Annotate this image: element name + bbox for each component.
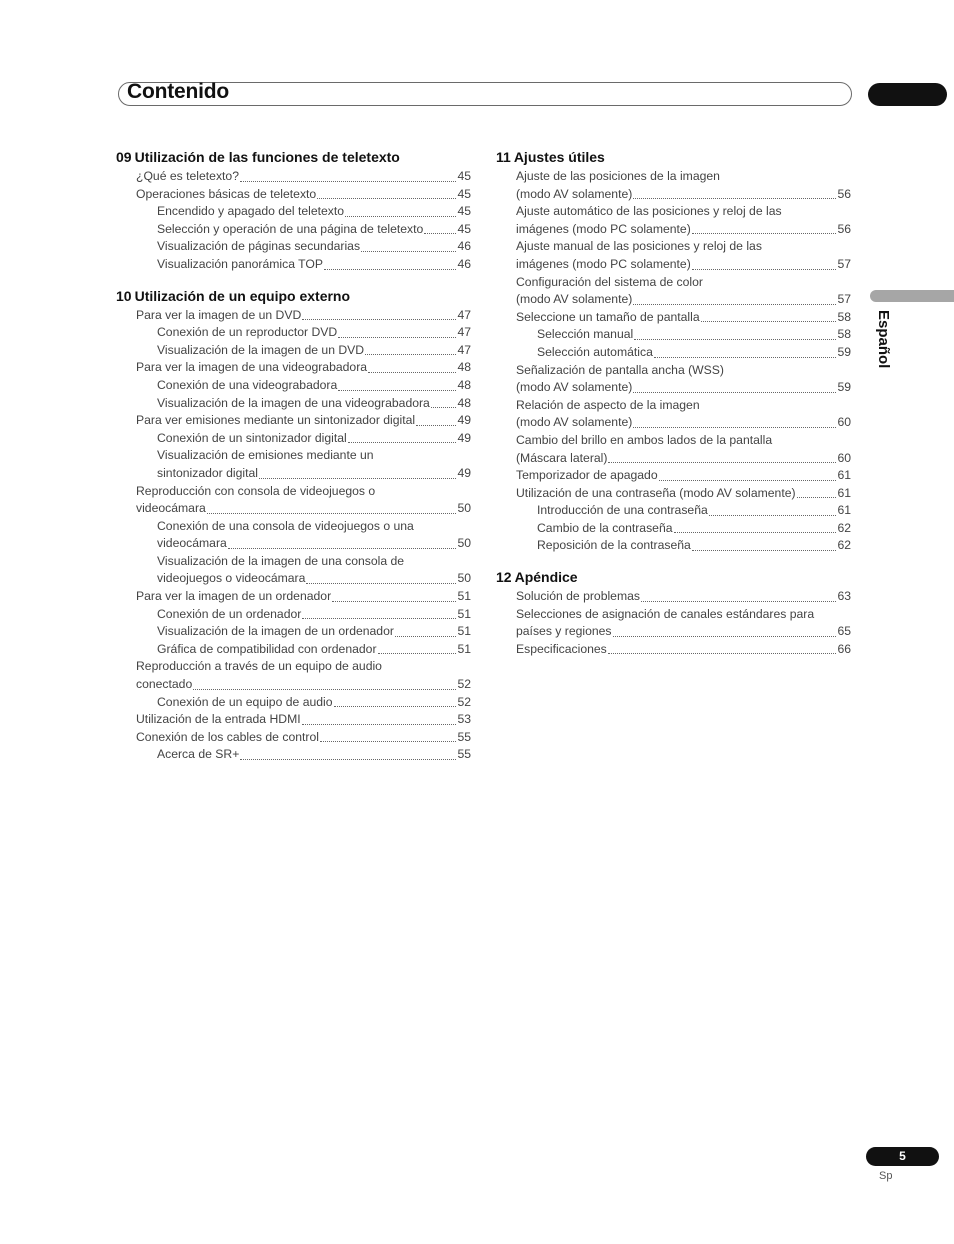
entry-text: Visualización de páginas secundarias [157, 239, 361, 254]
entry-page: 60 [837, 415, 851, 430]
section-number: 10 [116, 287, 132, 304]
entry-text: Relación de aspecto de la imagen [516, 397, 700, 412]
entry-page: 47 [457, 307, 471, 322]
dot-leader [654, 357, 837, 358]
entry-text: Señalización de pantalla ancha (WSS) [516, 362, 724, 377]
dot-leader [228, 548, 457, 549]
language-label: Español [875, 310, 892, 369]
toc-entry[interactable] [116, 342, 471, 360]
toc-entry[interactable] [496, 274, 851, 292]
entry-page: 50 [457, 536, 471, 551]
toc-entry[interactable] [116, 377, 471, 395]
toc-entry[interactable] [496, 502, 851, 520]
entry-page: 52 [457, 677, 471, 692]
entry-page: 61 [837, 503, 851, 518]
entry-page: 65 [837, 624, 851, 639]
entry-page: 56 [837, 186, 851, 201]
toc-entry[interactable] [496, 414, 851, 432]
toc-entry[interactable] [496, 379, 851, 397]
dot-leader [633, 304, 836, 305]
header-pill [868, 83, 947, 106]
entry-text: sintonizador digital [157, 465, 258, 480]
dot-leader [692, 269, 837, 270]
dot-leader [368, 372, 456, 373]
toc-entry[interactable] [116, 465, 471, 483]
toc-entry[interactable] [116, 483, 471, 501]
entry-page: 60 [837, 450, 851, 465]
toc-entry[interactable] [116, 518, 471, 536]
toc-entry[interactable] [496, 537, 851, 555]
entry-text: Operaciones básicas de teletexto [136, 186, 317, 201]
toc-entry[interactable] [116, 447, 471, 465]
dot-leader [608, 653, 837, 654]
dot-leader [641, 601, 836, 602]
toc-entry[interactable] [116, 324, 471, 342]
dot-leader [634, 339, 836, 340]
entry-text: Visualización de la imagen de un DVD [157, 342, 365, 357]
entry-text: Conexión de un ordenador [157, 606, 302, 621]
toc-entry[interactable] [116, 570, 471, 588]
page-title: Contenido [127, 80, 230, 103]
toc-right-column [496, 144, 851, 669]
dot-leader [692, 550, 837, 551]
dot-leader [338, 390, 456, 391]
toc-entry[interactable] [496, 326, 851, 344]
toc-entry[interactable] [116, 186, 471, 204]
section-number: 11 [496, 149, 511, 165]
page-language-code: Sp [879, 1170, 893, 1182]
entry-text: Conexión de un equipo de audio [157, 694, 333, 709]
entry-page: 48 [457, 395, 471, 410]
entry-page: 58 [837, 309, 851, 324]
entry-page: 45 [457, 169, 471, 183]
entry-text: Para ver la imagen de un ordenador [136, 589, 332, 604]
section-title: Apéndice [514, 569, 578, 586]
toc-entry[interactable] [496, 606, 851, 624]
entry-page: 51 [457, 641, 471, 656]
entry-text: Conexión de los cables de control [136, 729, 319, 744]
entry-text: imágenes (modo PC solamente) [516, 221, 691, 236]
entry-text: Reproducción a través de un equipo de audio [136, 659, 382, 674]
toc-entry[interactable] [496, 344, 851, 362]
toc-left-column [116, 144, 471, 775]
entry-page: 66 [837, 641, 851, 656]
toc-entry[interactable] [116, 658, 471, 676]
entry-text: Conexión de una videograbadora [157, 377, 338, 392]
entry-text: Gráfica de compatibilidad con ordenador [157, 641, 377, 656]
entry-page: 52 [457, 694, 471, 709]
entry-page: 45 [457, 186, 471, 201]
entry-page: 47 [457, 342, 471, 357]
entry-text: Ajuste manual de las posiciones y reloj de las [516, 239, 762, 254]
toc-section [116, 146, 471, 274]
dot-leader [320, 741, 457, 742]
section-heading [116, 285, 471, 307]
dot-leader [324, 269, 456, 270]
entry-page: 53 [457, 712, 471, 727]
toc-section [496, 146, 851, 555]
entry-page: 49 [457, 465, 471, 480]
dot-leader [416, 425, 456, 426]
dot-leader [674, 532, 837, 533]
entry-text: Selección manual [537, 327, 634, 342]
entry-page: 59 [837, 344, 851, 359]
dot-leader [709, 515, 837, 516]
toc-entry[interactable] [116, 395, 471, 413]
toc-entry[interactable] [496, 186, 851, 204]
toc-section [116, 285, 471, 764]
entry-text: Introducción de una contraseña [537, 503, 708, 518]
toc-entry[interactable] [116, 641, 471, 659]
entry-text: Conexión de un reproductor DVD [157, 325, 338, 340]
dot-leader [240, 759, 456, 760]
page-number: 5 [866, 1147, 939, 1166]
entry-text: Conexión de un sintonizador digital [157, 430, 347, 445]
entry-text: (Máscara lateral) [516, 450, 608, 465]
entry-page: 51 [457, 624, 471, 639]
entry-page: 48 [457, 360, 471, 375]
toc-entry[interactable] [116, 676, 471, 694]
toc-entry[interactable] [116, 307, 471, 325]
toc-entry[interactable] [116, 588, 471, 606]
toc-entry[interactable] [116, 221, 471, 239]
entry-text: (modo AV solamente) [516, 186, 633, 201]
entry-page: 63 [837, 589, 851, 604]
entry-text: Cambio del brillo en ambos lados de la pantalla [516, 432, 773, 447]
dot-leader [317, 198, 456, 199]
entry-page: 62 [837, 538, 851, 553]
entry-page: 45 [457, 221, 471, 236]
entry-page: 50 [457, 501, 471, 516]
toc-entry[interactable] [116, 500, 471, 518]
toc-entry[interactable] [116, 746, 471, 764]
toc-entry[interactable] [116, 203, 471, 221]
toc-entry[interactable] [116, 711, 471, 729]
dot-leader [361, 251, 456, 252]
entry-page: 50 [457, 571, 471, 586]
entry-page: 57 [837, 256, 851, 271]
entry-text: videojuegos o videocámara [157, 571, 306, 586]
entry-text: Selección automática [537, 344, 653, 359]
dot-leader [332, 601, 456, 602]
entry-page: 57 [837, 292, 851, 307]
dot-leader [306, 583, 456, 584]
dot-leader [345, 216, 456, 217]
dot-leader [633, 392, 836, 393]
entry-text: Ajuste automático de las posiciones y reloj de las [516, 204, 782, 219]
entry-text: Configuración del sistema de color [516, 274, 703, 289]
entry-page: 49 [457, 430, 471, 445]
toc-entry[interactable] [116, 694, 471, 712]
dot-leader [302, 319, 456, 320]
toc-entry[interactable] [116, 256, 471, 274]
entry-text: imágenes (modo PC solamente) [516, 256, 691, 271]
entry-text: Seleccione un tamaño de pantalla [516, 309, 700, 324]
dot-leader [424, 233, 456, 234]
dot-leader [302, 724, 457, 725]
dot-leader [659, 480, 837, 481]
dot-leader [338, 337, 456, 338]
entry-page: 49 [457, 413, 471, 428]
entry-text: Temporizador de apagado [516, 468, 658, 483]
entry-text: Visualización panorámica TOP [157, 256, 323, 271]
dot-leader [692, 233, 837, 234]
dot-leader [633, 198, 836, 199]
entry-page: 61 [837, 485, 851, 500]
entry-text: (modo AV solamente) [516, 292, 633, 307]
dot-leader [365, 354, 456, 355]
dot-leader [207, 513, 457, 514]
entry-page: 51 [457, 589, 471, 604]
entry-page: 62 [837, 520, 851, 535]
dot-leader [378, 653, 457, 654]
entry-text: Visualización de emisiones mediante un [157, 448, 374, 463]
toc-entry[interactable] [496, 397, 851, 415]
toc-entry[interactable] [116, 430, 471, 448]
toc-entry[interactable] [496, 238, 851, 256]
dot-leader [431, 407, 457, 408]
entry-text: Encendido y apagado del teletexto [157, 204, 345, 219]
entry-page: 59 [837, 380, 851, 395]
dot-leader [395, 636, 457, 637]
entry-text: Visualización de la imagen de una videograbadora [157, 395, 430, 410]
entry-text: Visualización de la imagen de una consola de [157, 553, 405, 568]
entry-text: Utilización de una contraseña (modo AV solamente) [516, 485, 796, 500]
toc-entry[interactable] [116, 606, 471, 624]
dot-leader [633, 427, 836, 428]
entry-text: Selección y operación de una página de teletexto [157, 221, 424, 236]
dot-leader [348, 442, 457, 443]
entry-text: Visualización de la imagen de un ordenador [157, 624, 394, 639]
toc-entry[interactable] [496, 588, 851, 606]
dot-leader [259, 478, 456, 479]
toc-entry[interactable] [496, 520, 851, 538]
toc-entry[interactable] [496, 362, 851, 380]
entry-text: Ajuste de las posiciones de la imagen [516, 169, 720, 183]
toc-section [496, 566, 851, 658]
entry-text: videocámara [157, 536, 227, 551]
entry-text: Para ver emisiones mediante un sintonizador digital [136, 413, 416, 428]
entry-page: 58 [837, 327, 851, 342]
dot-leader [334, 706, 457, 707]
toc-entry[interactable] [116, 238, 471, 256]
entry-page: 46 [457, 239, 471, 254]
entry-page: 46 [457, 256, 471, 271]
toc-entry[interactable] [496, 641, 851, 659]
entry-text: Acerca de SR+ [157, 747, 240, 762]
section-heading [116, 146, 471, 168]
entry-text: Cambio de la contraseña [537, 520, 673, 535]
entry-text: (modo AV solamente) [516, 380, 633, 395]
entry-text: Reproducción con consola de videojuegos o [136, 483, 376, 498]
toc-entry[interactable] [496, 203, 851, 221]
entry-text: Solución de problemas [516, 589, 640, 604]
entry-text: (modo AV solamente) [516, 415, 633, 430]
entry-text: Especificaciones [516, 641, 607, 656]
entry-text: Para ver la imagen de un DVD [136, 307, 302, 322]
toc-entry[interactable] [116, 168, 471, 186]
section-heading [496, 146, 851, 168]
language-tab [870, 290, 954, 302]
entry-page: 55 [457, 729, 471, 744]
dot-leader [240, 181, 456, 182]
entry-text: Para ver la imagen de una videograbadora [136, 360, 368, 375]
entry-page: 51 [457, 606, 471, 621]
toc-entry[interactable] [496, 450, 851, 468]
dot-leader [613, 636, 837, 637]
section-title: Utilización de las funciones de teletexto [134, 149, 400, 165]
toc-entry[interactable] [116, 359, 471, 377]
toc-entry[interactable] [496, 221, 851, 239]
dot-leader [193, 689, 456, 690]
toc-entry[interactable] [496, 168, 851, 186]
toc-entry[interactable] [496, 291, 851, 309]
section-title: Ajustes útiles [513, 149, 605, 165]
entry-text: Reposición de la contraseña [537, 538, 691, 553]
toc-entry[interactable] [116, 535, 471, 553]
section-number: 09 [116, 149, 132, 165]
section-heading [496, 566, 851, 588]
entry-page: 61 [837, 468, 851, 483]
entry-page: 45 [457, 204, 471, 219]
entry-text: videocámara [136, 501, 206, 516]
section-number: 12 [496, 569, 512, 586]
toc-entry[interactable] [116, 729, 471, 747]
toc-entry[interactable] [116, 412, 471, 430]
toc-entry[interactable] [496, 432, 851, 450]
toc-entry[interactable] [496, 467, 851, 485]
toc-entry[interactable] [496, 309, 851, 327]
entry-text: ¿Qué es teletexto? [136, 169, 239, 183]
dot-leader [797, 497, 837, 498]
toc-entry[interactable] [116, 553, 471, 571]
entry-text: Utilización de la entrada HDMI [136, 712, 301, 727]
dot-leader [701, 321, 837, 322]
dot-leader [608, 462, 836, 463]
toc-entry[interactable] [496, 256, 851, 274]
entry-page: 56 [837, 221, 851, 236]
entry-text: Selecciones de asignación de canales estándares para [516, 606, 815, 621]
entry-text: Conexión de una consola de videojuegos o una [157, 518, 414, 533]
toc-entry[interactable] [496, 485, 851, 503]
entry-page: 48 [457, 377, 471, 392]
entry-text: conectado [136, 677, 193, 692]
entry-page: 47 [457, 325, 471, 340]
dot-leader [302, 618, 456, 619]
toc-entry[interactable] [116, 623, 471, 641]
section-title: Utilización de un equipo externo [134, 287, 351, 304]
toc-entry[interactable] [496, 623, 851, 641]
entry-text: países y regiones [516, 624, 612, 639]
entry-page: 55 [457, 747, 471, 762]
